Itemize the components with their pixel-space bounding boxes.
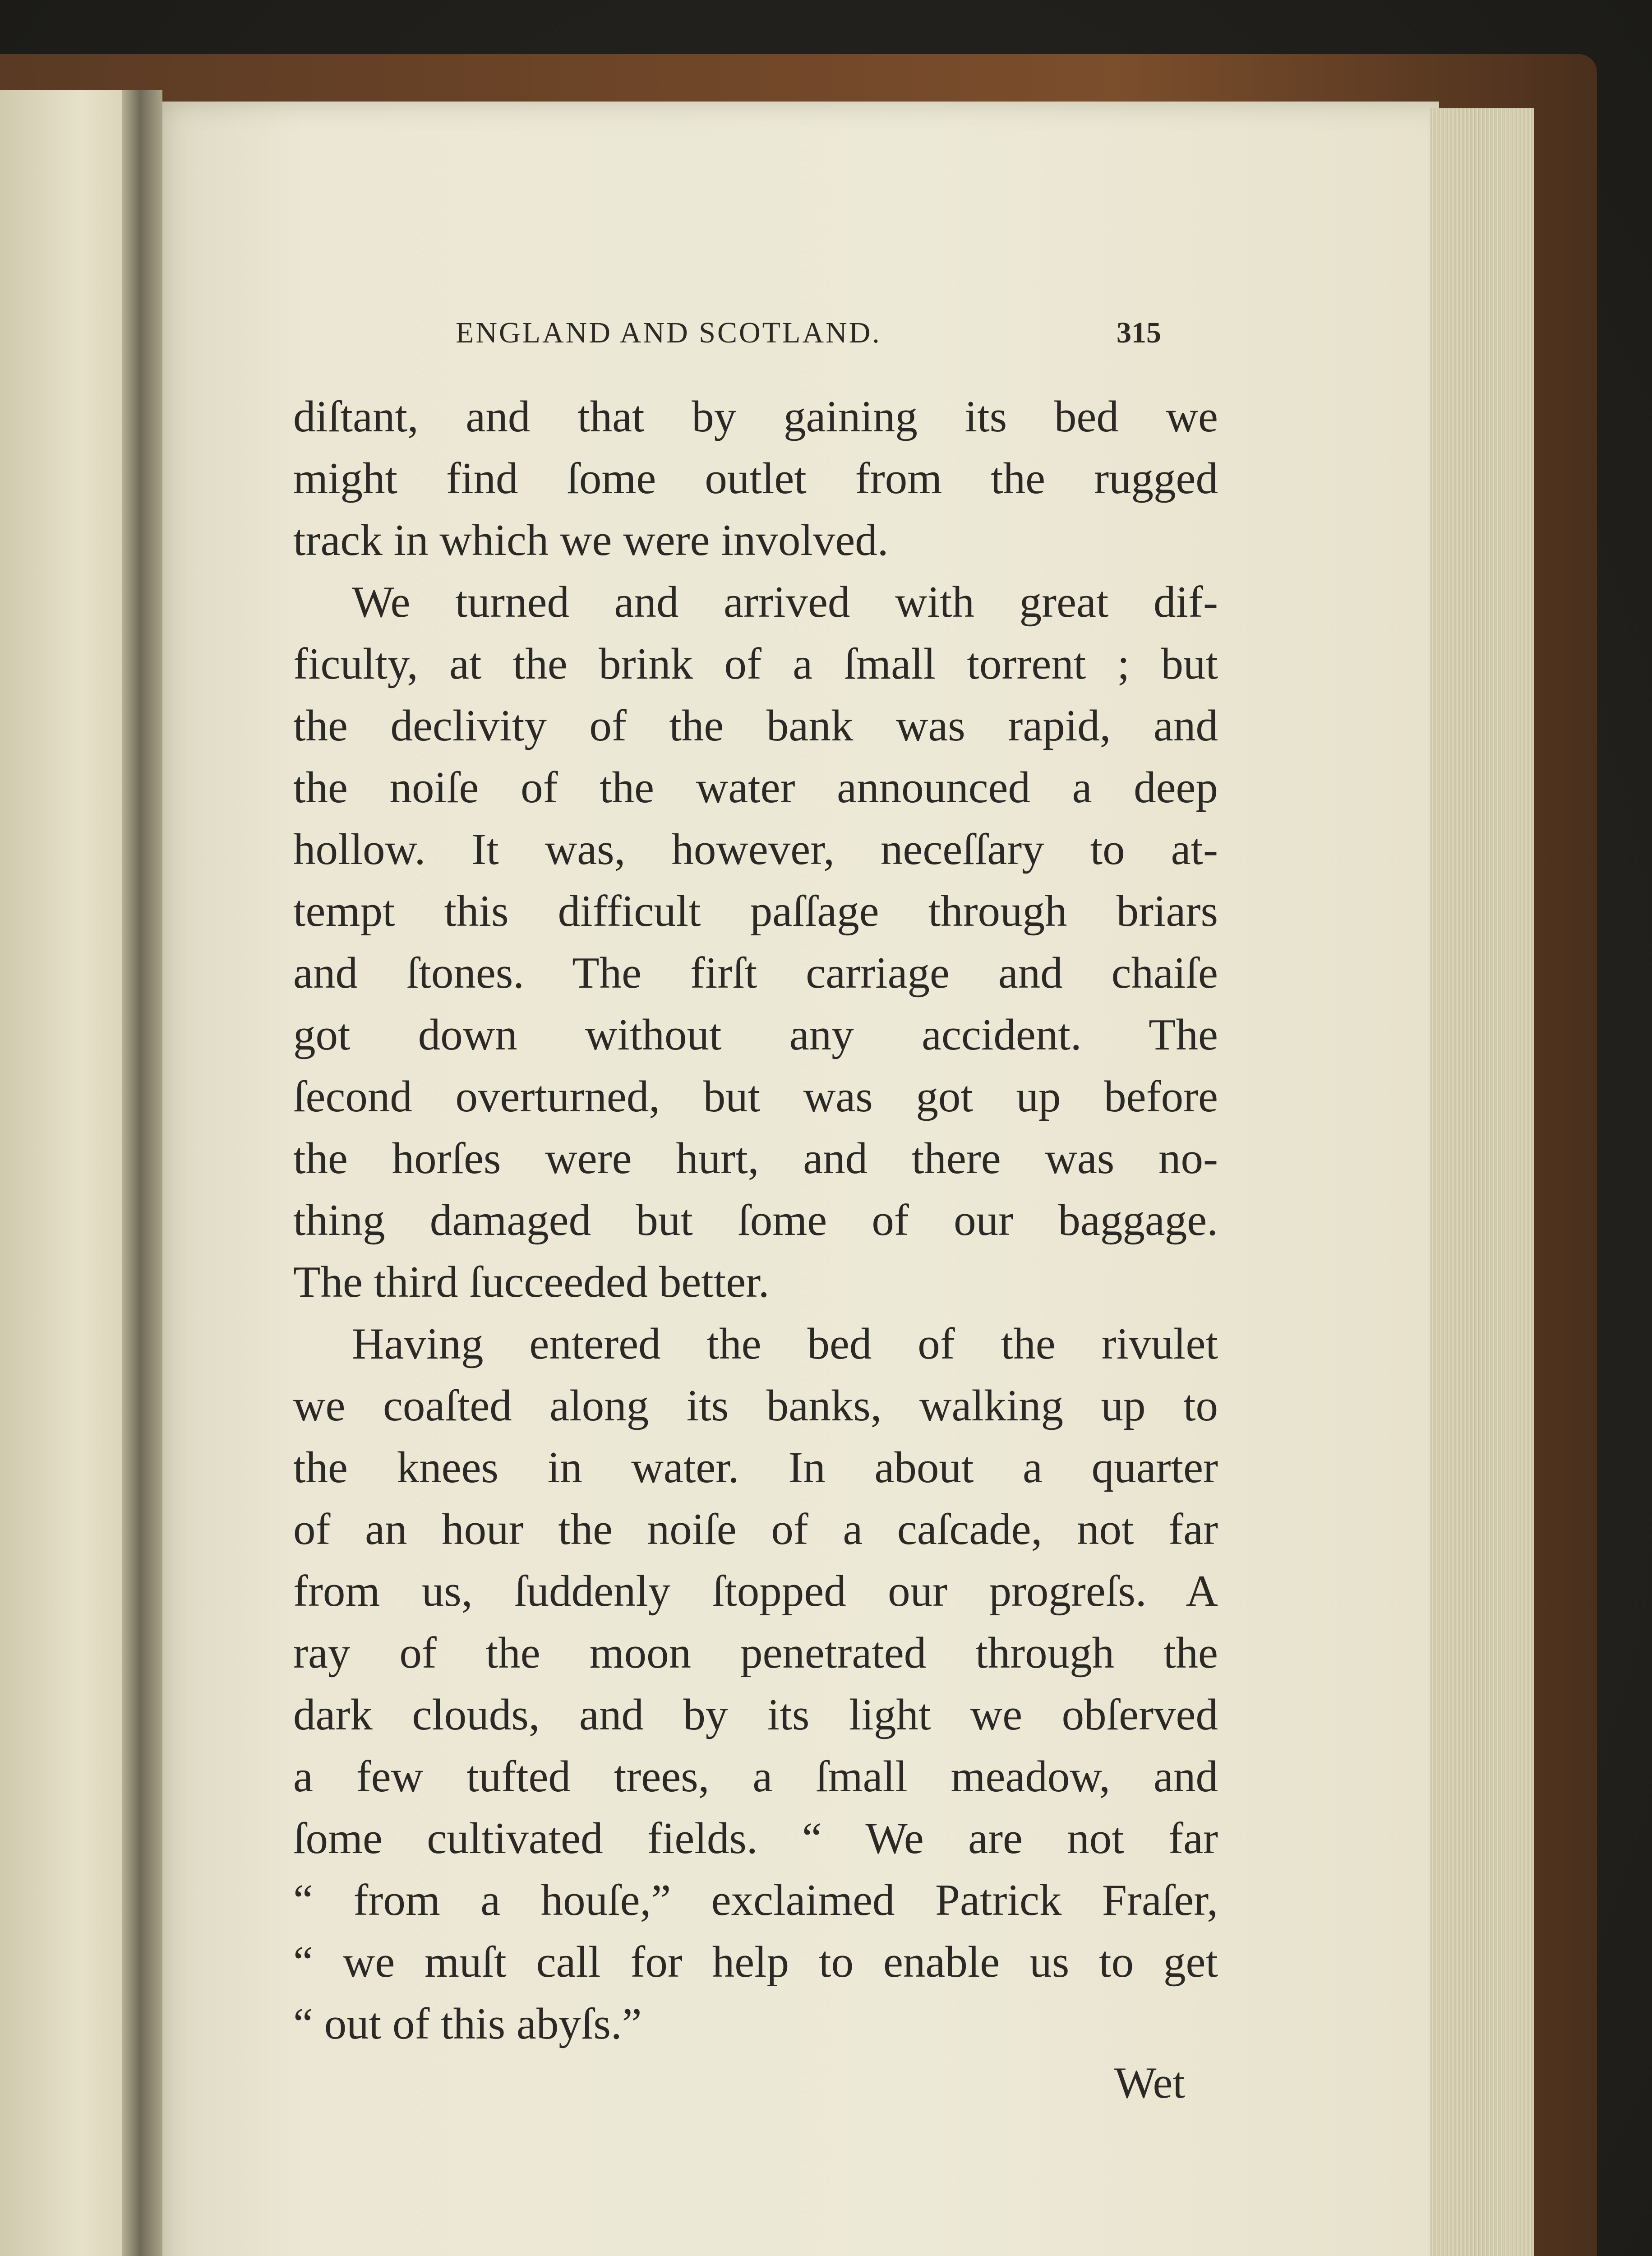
text-line: and ſtones. The firſt carriage and chaiſe	[293, 948, 1218, 998]
header-title: ENGLAND AND SCOTLAND.	[456, 316, 881, 349]
text-line: We turned and arrived with great dif-	[352, 578, 1218, 627]
text-line: hollow. It was, however, neceſſary to at-	[293, 825, 1218, 874]
text-line: the knees in water. In about a quarter	[293, 1443, 1218, 1492]
facing-page-edge	[0, 90, 135, 2256]
text-line: thing damaged but ſome of our baggage.	[293, 1196, 1218, 1245]
text-line: the horſes were hurt, and there was no-	[293, 1134, 1218, 1183]
text-line: got down without any accident. The	[293, 1010, 1218, 1059]
catchword: Wet	[1114, 2058, 1185, 2108]
text-line: “ we muſt call for help to enable us to get	[293, 1937, 1218, 1987]
text-line: “ from a houſe,” exclaimed Patrick Fraſer,	[293, 1876, 1218, 1925]
text-line: we coaſted along its banks, walking up to	[293, 1381, 1218, 1430]
text-line: diſtant, and that by gaining its bed we	[293, 392, 1218, 441]
page-number: 315	[1117, 316, 1161, 349]
text-line: ſome cultivated fields. “ We are not far	[293, 1814, 1218, 1863]
text-line: dark clouds, and by its light we obſerved	[293, 1690, 1218, 1739]
text-line: the declivity of the bank was rapid, and	[293, 701, 1218, 750]
book-gutter	[122, 90, 162, 2256]
text-line: of an hour the noiſe of a caſcade, not far	[293, 1505, 1218, 1554]
text-line: ficulty, at the brink of a ſmall torrent ; but	[293, 639, 1218, 689]
text-line: ray of the moon penetrated through the	[293, 1628, 1218, 1678]
text-line: ſecond overturned, but was got up before	[293, 1072, 1218, 1121]
running-head	[149, 316, 1439, 370]
text-line: Having entered the bed of the rivulet	[352, 1319, 1218, 1368]
text-line: tempt this difficult paſſage through briars	[293, 887, 1218, 936]
text-line: a few tufted trees, a ſmall meadow, and	[293, 1752, 1218, 1801]
text-line: The third ſucceeded better.	[293, 1257, 770, 1307]
text-line: might find ſome outlet from the rugged	[293, 454, 1218, 503]
text-line: from us, ſuddenly ſtopped our progreſs. A	[293, 1567, 1218, 1616]
body-text	[293, 386, 1218, 2055]
page-fore-edges	[1430, 108, 1534, 2256]
text-line: “ out of this abyſs.”	[293, 1999, 642, 2048]
text-line: the noiſe of the water announced a deep	[293, 763, 1218, 812]
text-line: track in which we were involved.	[293, 516, 889, 565]
